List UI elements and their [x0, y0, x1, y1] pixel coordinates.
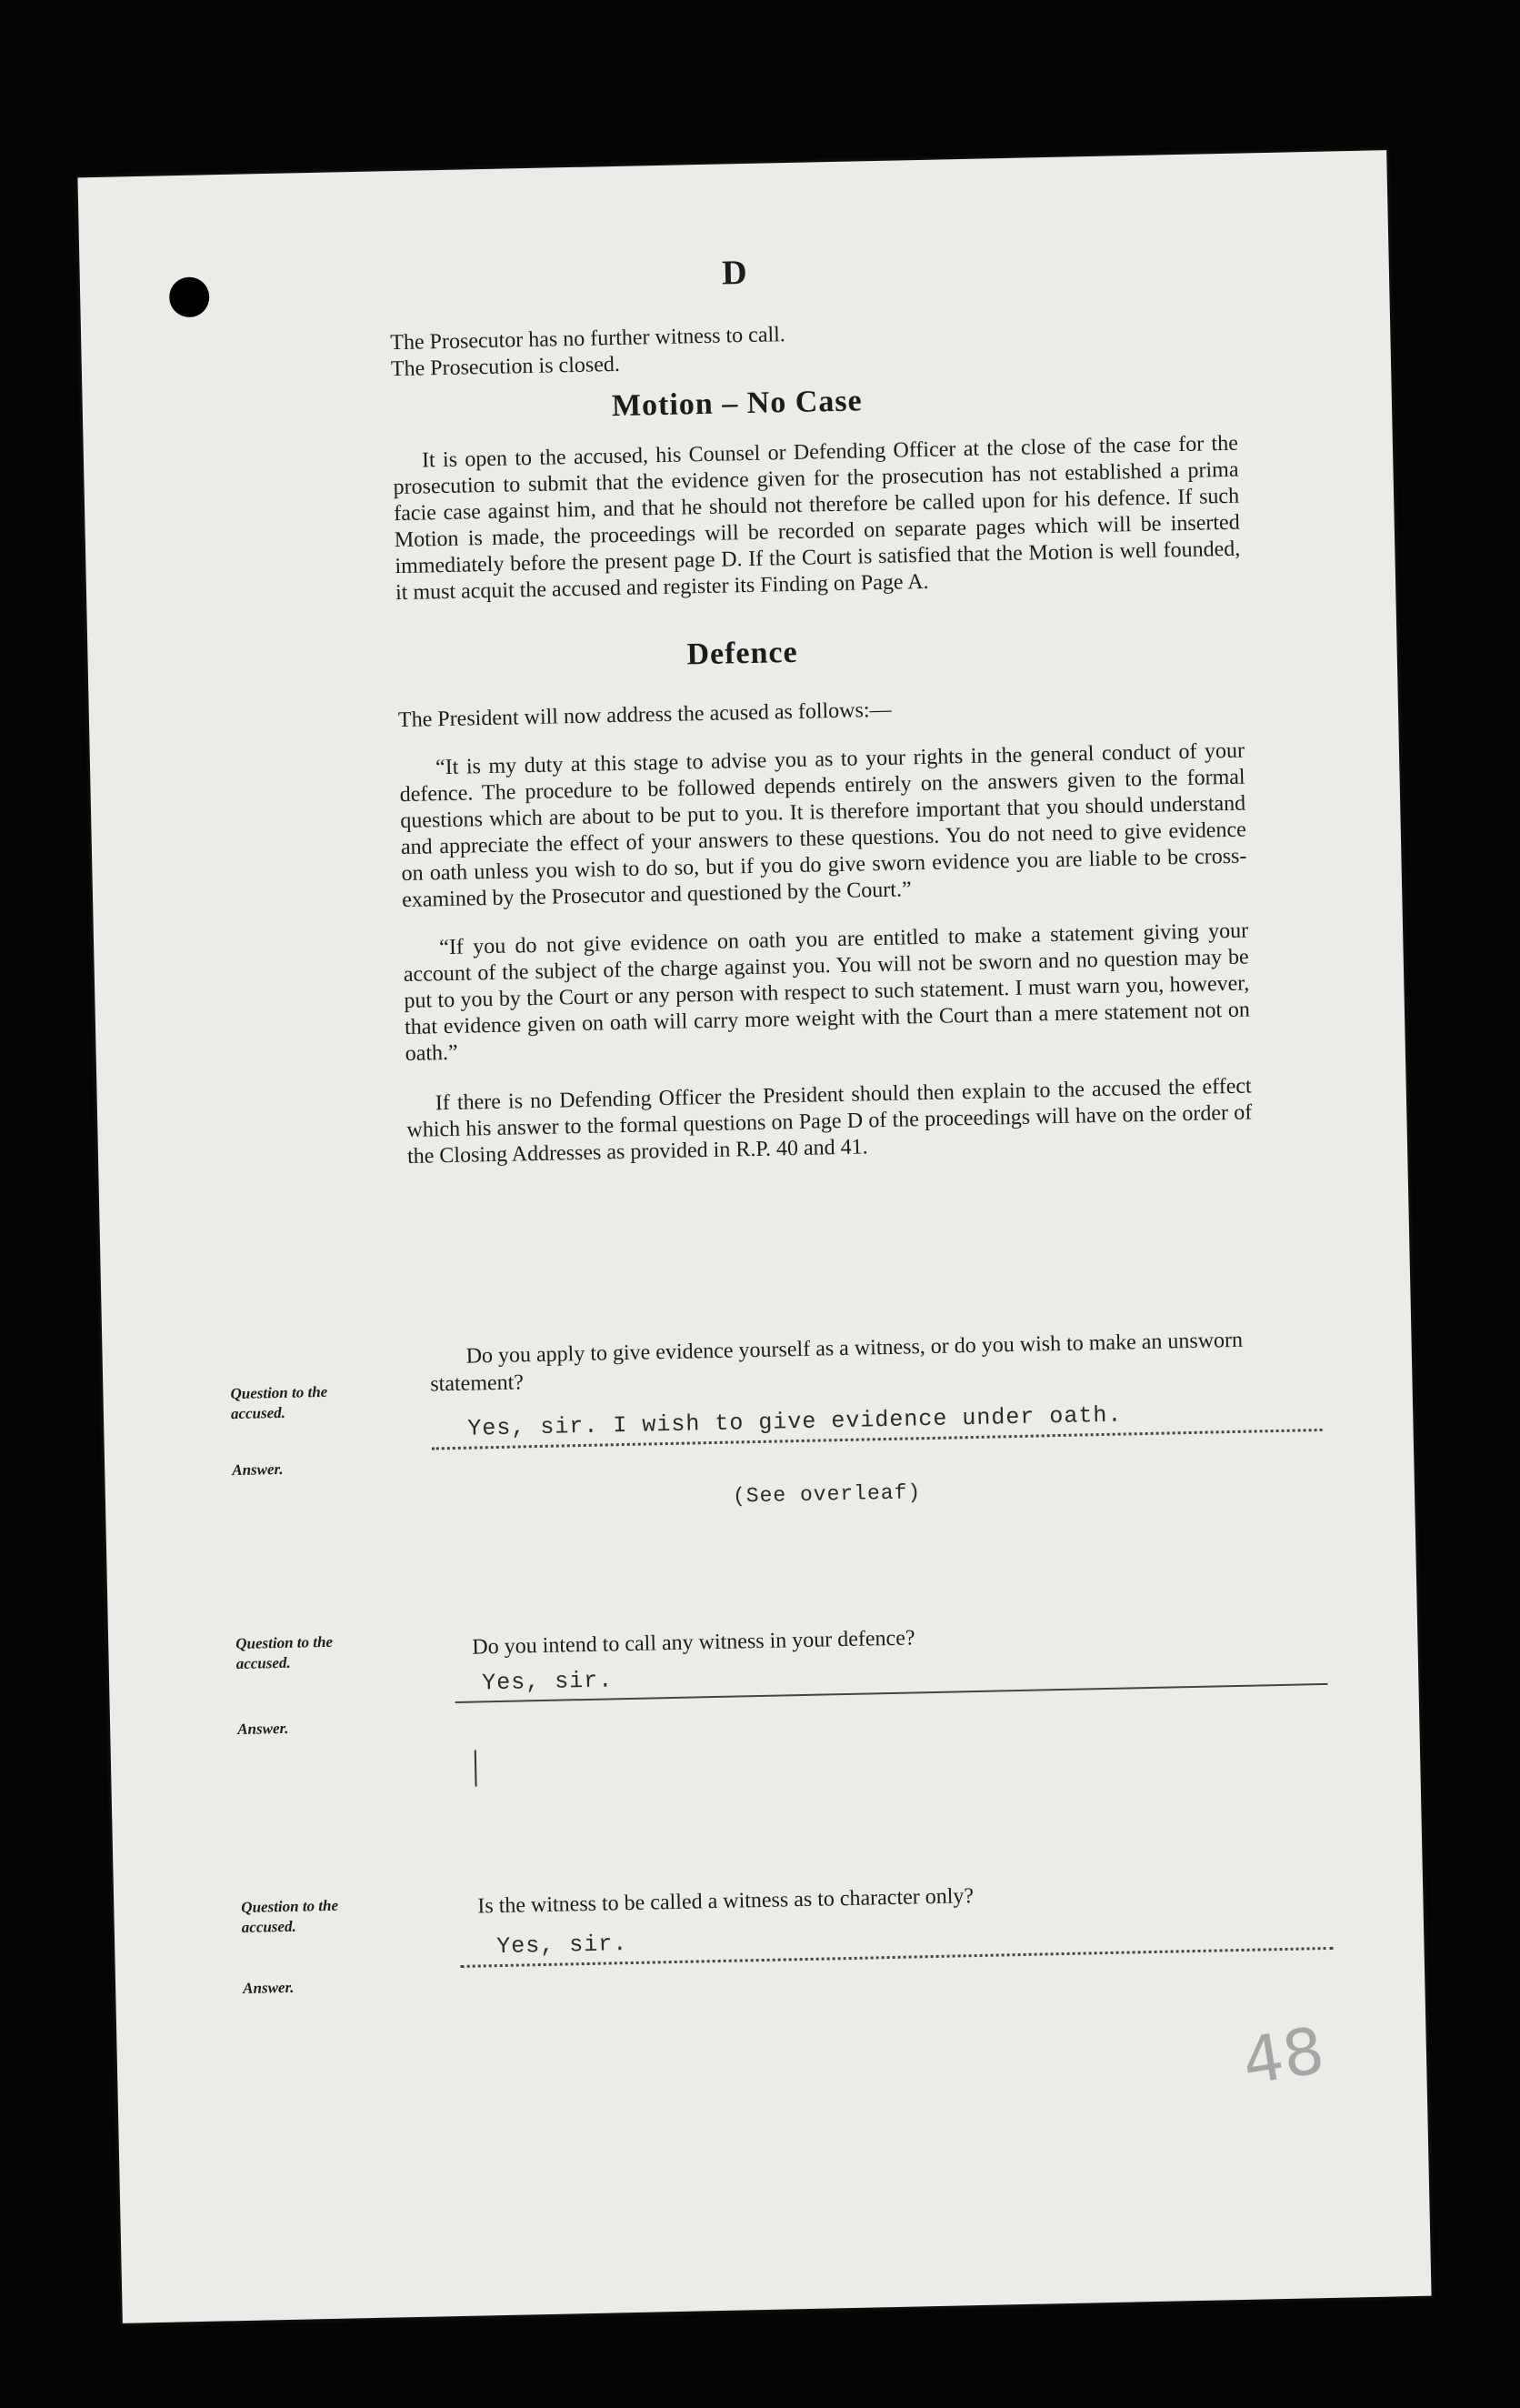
see-overleaf-note: (See overleaf) — [732, 1480, 922, 1509]
defence-section — [398, 690, 1253, 1170]
defence-quote-1: “It is my duty at this stage to advise you as to your rights in the general conduct of your defence. The procedure to be followed depends entirely on the answers given to the formal questions which are about to be put to you. It is therefore important that you should understand and appreciate the effect of your answers to these questions. You do not need to give evidence on oath unless you wish to do so, but if you do give sworn evidence you are liable to be cross-examined by the Prosecutor and questioned by the Court.” — [399, 738, 1247, 913]
question-1-text: Do you apply to give evidence yourself as a witness, or do you wish to make an unsworn statement? — [430, 1328, 1244, 1397]
prosecution-line-2: The Prosecution is closed. — [390, 352, 621, 382]
motion-section — [393, 431, 1241, 607]
answer-1-label: Answer. — [232, 1460, 284, 1480]
answer-3-text: Yes, sir. — [495, 1931, 628, 1961]
prosecution-line-1: The Prosecutor has no further witness to call. — [390, 323, 786, 356]
motion-text: It is open to the accused, his Counsel or Defending Officer at the close of the case for the prosecution to submit that the evidence given for the prosecution has not established a prima facie case against him, and that he should not therefore be called upon for his defence. If such Motion is made, the proceedings will be recorded on separate pages which will be inserted immediately before the present page D. If the Court is satisfied that the Motion is well founded, it must acquit the accused and register its Finding on Page A. — [393, 431, 1241, 606]
defence-note: If there is no Defending Officer the President should then explain to the accused the effect which his answer to the formal questions on Page D of the proceedings will have on the order of the Closing Addresses as provided in R.P. 40 and 41. — [406, 1074, 1253, 1169]
question-2-text: Do you intend to call any witness in your defence? — [472, 1626, 915, 1660]
document-page — [77, 150, 1431, 2323]
answer-2-text: Yes, sir. — [481, 1667, 614, 1697]
handwritten-page-number: 48 — [1237, 2012, 1330, 2100]
question-3-label: Question to the accused. — [241, 1896, 339, 1936]
prosecution-status — [390, 313, 1236, 383]
question-3-text: Is the witness to be called a witness as to character only? — [477, 1884, 975, 1919]
stray-mark — [475, 1751, 477, 1787]
question-2-label: Question to the accused. — [235, 1632, 334, 1673]
motion-heading: Motion – No Case — [611, 384, 864, 424]
defence-quote-2: “If you do not give evidence on oath you are entitled to make a statement giving your account of the subject of the charge against you. You will not be sworn and no question may be put to you by the Court or any person with respect to such statement. I must warn you, however, that evidence given on oath will carry more weight with the Court than a mere statement not on oath.” — [403, 918, 1251, 1067]
answer-2-label: Answer. — [237, 1719, 289, 1739]
defence-heading: Defence — [686, 635, 799, 672]
question-1-label: Question to the accused. — [230, 1382, 328, 1423]
answer-1-text: Yes, sir. I wish to give evidence under oath. — [467, 1401, 1123, 1442]
defence-intro: The President will now address the acused as follows:— — [397, 697, 892, 733]
answer-3-label: Answer. — [242, 1978, 295, 1997]
page-letter: D — [721, 253, 747, 293]
